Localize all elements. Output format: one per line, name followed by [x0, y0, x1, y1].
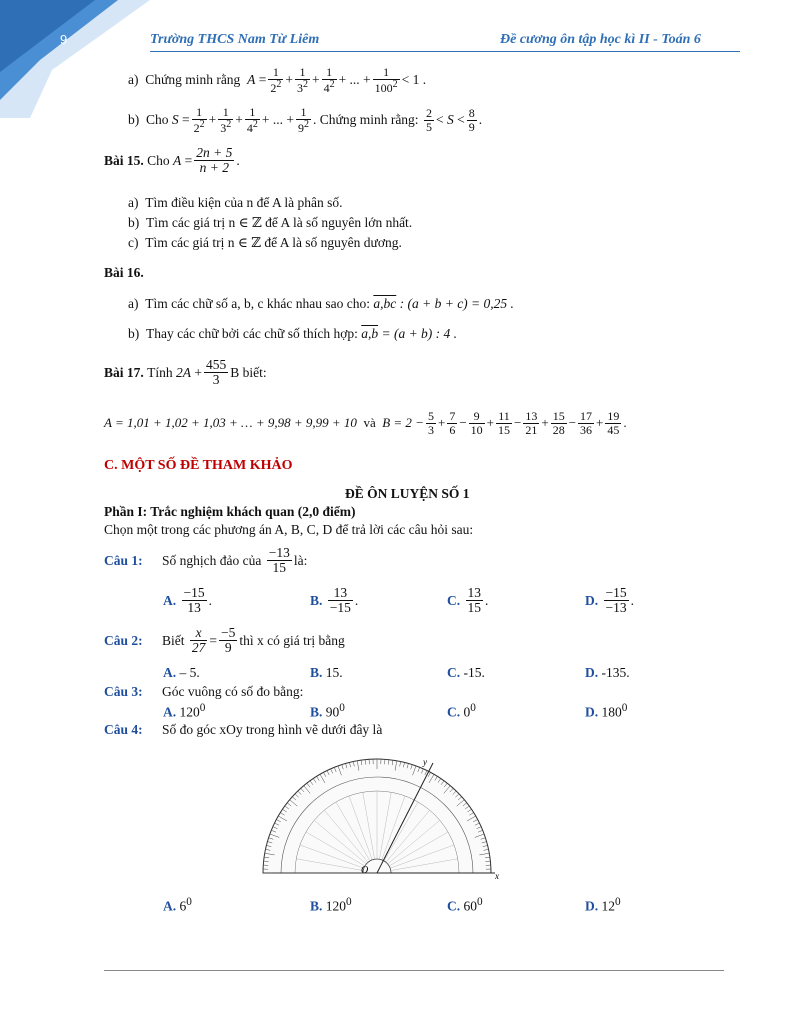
option-value: 60 — [463, 898, 477, 914]
document-title: Đề cương ôn tập học kì II - Toán 6 — [500, 32, 701, 47]
option-value: 0 — [463, 704, 471, 720]
degree-mark: 0 — [621, 702, 628, 714]
question-text: Số nghịch đảo của — [162, 552, 262, 568]
item-label: a) — [128, 72, 139, 88]
fraction-denominator: 13 — [187, 600, 201, 616]
fraction-denominator: n + 2 — [199, 160, 230, 176]
q3-option-c[interactable] — [447, 702, 476, 721]
q4-option-b[interactable] — [310, 896, 352, 915]
q2-option-c[interactable] — [447, 665, 485, 681]
item-label: b) — [128, 112, 140, 128]
option-key: D. — [585, 704, 599, 720]
degree-mark: 0 — [339, 702, 345, 714]
fraction-numerator: 455 — [206, 357, 227, 372]
option-value: – 5. — [179, 665, 200, 680]
expression-b-start: B = 2 − — [382, 415, 424, 431]
bai16-part-a: a) Tìm các chữ số a, b, c khác nhau sao cho: a,bc : (a + b + c) = 0,25 . — [128, 296, 514, 311]
bai15-heading: Bài 15. Cho A = $\frac{2n + 5}{n + 2}$ . — [104, 145, 240, 176]
option-key: C. — [447, 704, 461, 720]
q1-option-a[interactable]: A. $\frac{-15}{13}$ . — [163, 585, 212, 616]
degree-mark: 0 — [615, 896, 621, 908]
fraction-denominator: 3 — [212, 372, 220, 388]
bai15-part-a — [128, 195, 342, 211]
item-text: Cho — [146, 112, 169, 128]
item-label: c) — [128, 235, 139, 250]
option-key: B. — [310, 592, 323, 608]
option-value: 15. — [325, 665, 343, 680]
q4-option-c[interactable] — [447, 896, 483, 915]
question-label: Câu 1: — [104, 552, 143, 568]
item-label: b) — [128, 326, 140, 341]
item-label: a) — [128, 296, 139, 311]
option-value: 12 — [601, 898, 615, 914]
question-label: Câu 3: — [104, 684, 143, 699]
q2-option-d[interactable] — [585, 665, 630, 681]
protractor-figure — [255, 755, 505, 880]
option-key: D. — [585, 898, 599, 914]
item-end: . — [478, 112, 483, 128]
option-key: A. — [163, 592, 177, 608]
ray-y-label: y — [423, 757, 427, 767]
header-corner-decoration — [0, 0, 150, 120]
q1-option-b[interactable]: B. $\frac{13}{-15}$ . — [310, 585, 359, 616]
question-text: Số đo góc xOy trong hình vẽ dưới đây là — [162, 722, 383, 737]
item-b-prove: b) Cho S = $\frac{1}{2^2}$ + $\frac{1}{3^2}$ + $\frac{1}{4^2}$ + ... + $\frac{1}{9^2}$ . Chứng minh rằng: $\frac{2}{5}$ < S < $\frac{8}{9}$ . — [128, 105, 483, 135]
fraction-numerator: −15 — [183, 585, 205, 600]
exercise-text: Cho — [147, 152, 170, 168]
option-key: B. — [310, 898, 323, 914]
q3-option-b[interactable] — [310, 702, 345, 721]
option-key: C. — [447, 665, 461, 680]
option-value: 120 — [325, 898, 347, 914]
option-value: -135. — [601, 665, 630, 680]
protractor-drawing — [263, 759, 491, 873]
q2-option-a[interactable] — [163, 665, 200, 681]
option-value: -15. — [463, 665, 485, 680]
bai17-heading: Bài 17. Tính 2A + $\frac{455}{3}$ B biết: — [104, 357, 267, 388]
exercise-title: Bài 15. — [104, 152, 144, 168]
bai15-part-b — [128, 215, 412, 231]
fraction-numerator: −15 — [605, 585, 627, 600]
question-text-tail: thì x có giá trị bằng — [239, 632, 345, 648]
exam-title: ĐỀ ÔN LUYỆN SỐ 1 — [345, 486, 470, 501]
item-text: Thay các chữ bởi các chữ số thích hợp: — [146, 326, 358, 341]
fraction-numerator: 13 — [467, 585, 481, 600]
point-o-label: O — [361, 865, 369, 876]
option-key: D. — [585, 592, 599, 608]
question-text: Góc vuông có số đo bằng: — [162, 684, 304, 699]
question-text-tail: là: — [293, 552, 308, 568]
q4-option-d[interactable] — [585, 896, 621, 915]
question-3 — [104, 684, 303, 700]
degree-mark: 0 — [199, 702, 206, 714]
bai15-part-c — [128, 235, 402, 251]
question-4 — [104, 722, 382, 738]
item-text: Tìm điều kiện của n để A là phân số. — [145, 195, 343, 210]
option-value: 120 — [179, 704, 200, 720]
footer-rule — [104, 970, 724, 971]
ray-x-label: x — [495, 871, 499, 880]
option-value: 180 — [601, 704, 622, 720]
q1-option-d[interactable]: D. $\frac{-15}{-13}$ . — [585, 585, 634, 616]
item-label: a) — [128, 195, 139, 210]
exercise-title: Bài 17. — [104, 364, 144, 380]
option-key: C. — [447, 592, 461, 608]
fraction-denominator: 15 — [467, 600, 481, 616]
question-label: Câu 2: — [104, 632, 143, 648]
option-key: D. — [585, 665, 599, 680]
degree-mark: 0 — [477, 896, 483, 908]
item-text: Chứng minh rằng — [145, 72, 241, 88]
option-key: A. — [163, 898, 177, 914]
school-name: Trường THCS Nam Từ Liêm — [150, 32, 320, 47]
item-text-mid: . Chứng minh rằng: — [313, 112, 419, 128]
question-1: Câu 1: Số nghịch đảo của $\frac{-13}{15}$ là: — [104, 545, 308, 576]
fraction-denominator: −15 — [329, 600, 351, 616]
exam-instruction: Chọn một trong các phương án A, B, C, D để trả lời các câu hỏi sau: — [104, 522, 474, 537]
fraction-numerator: 13 — [328, 586, 353, 601]
option-key: C. — [447, 898, 461, 914]
option-key: B. — [310, 704, 323, 720]
section-heading: C. MỘT SỐ ĐỀ THAM KHẢO — [104, 458, 293, 473]
degree-mark: 0 — [346, 896, 352, 908]
degree-mark: 0 — [186, 896, 192, 908]
item-a-prove: a) Chứng minh rằng A = $\frac{1}{2^2}$ + $\frac{1}{3^2}$ + $\frac{1}{4^2}$ + ... + $\frac{1}{100^2}$ < 1 . — [128, 65, 427, 95]
exercise-text: Tính — [147, 364, 173, 380]
q1-option-c[interactable]: C. $\frac{13}{15}$ . — [447, 585, 489, 616]
item-label: b) — [128, 215, 140, 230]
option-key: A. — [163, 704, 177, 720]
question-text: Biết — [162, 632, 185, 648]
question-2: Câu 2: Biết $\frac{x}{27}$ = $\frac{-5}{9}$ thì x có giá trị bằng — [104, 625, 345, 656]
bai16-title: Bài 16. — [104, 265, 144, 280]
item-expression: = (a + b) : 4 . — [381, 326, 458, 341]
option-key: B. — [310, 665, 323, 680]
fraction-denominator: −13 — [605, 600, 627, 616]
item-expression: : (a + b + c) = 0,25 . — [399, 296, 514, 311]
header-rule — [150, 51, 740, 52]
item-text: Tìm các giá trị n ∈ ℤ để A là số nguyên lớn nhất. — [146, 215, 413, 230]
exercise-text-tail: B biết: — [230, 364, 267, 380]
item-text: Tìm các chữ số a, b, c khác nhau sao cho: — [145, 296, 370, 311]
fraction-numerator: 2n + 5 — [196, 145, 233, 160]
q3-option-a[interactable] — [163, 702, 205, 721]
bai16-part-b: b) Thay các chữ bởi các chữ số thích hợp: a,b = (a + b) : 4 . — [128, 326, 458, 341]
item-text: Tìm các giá trị n ∈ ℤ để A là số nguyên dương. — [145, 235, 402, 250]
expression-a: A = 1,01 + 1,02 + 1,03 + … + 9,98 + 9,99 + 10 — [104, 415, 357, 431]
page-number: 9 — [60, 32, 68, 47]
bai17-expressions: A = 1,01 + 1,02 + 1,03 + … + 9,98 + 9,99 + 10 và B = 2 − $\frac{5}{3}$ + $\frac{7}{6}$ − $\frac{9}{10}$ + $\frac{11}{15}$ − $\frac{13}{21}$ + $\frac{15}{28}$ − $\frac{17}{36}$ + $\frac{19}{45}$ . — [104, 409, 627, 437]
part-title: Phần I: Trắc nghiệm khách quan (2,0 điểm) — [104, 504, 356, 519]
question-label: Câu 4: — [104, 722, 143, 737]
q3-option-d[interactable] — [585, 702, 627, 721]
conjunction: và — [363, 415, 376, 431]
option-value: 6 — [179, 898, 187, 914]
item-end: < 1 . — [401, 72, 427, 88]
option-key: A. — [163, 665, 177, 680]
q4-option-a[interactable] — [163, 896, 192, 915]
option-value: 90 — [325, 704, 340, 720]
degree-mark: 0 — [470, 702, 476, 714]
q2-option-b[interactable] — [310, 665, 343, 681]
